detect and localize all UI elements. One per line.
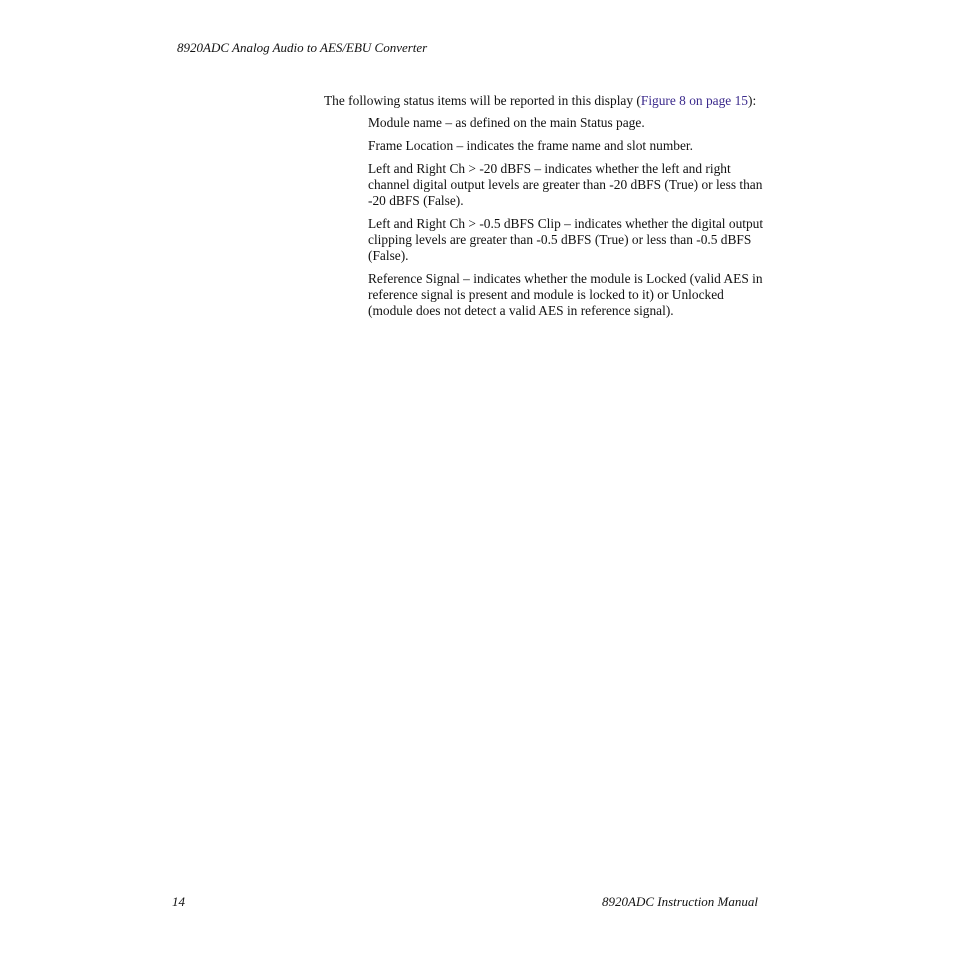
intro-text-end: ): bbox=[747, 93, 757, 108]
figure-reference-link[interactable]: Figure 8 on page 15 bbox=[640, 93, 748, 108]
running-header: 8920ADC Analog Audio to AES/EBU Converter bbox=[177, 40, 428, 55]
status-item-frame-location: Frame Location – indicates the frame name and slot number. bbox=[368, 138, 693, 153]
footer-manual-title: 8920ADC Instruction Manual bbox=[602, 894, 758, 909]
status-item-module-name: Module name – as defined on the main Status page. bbox=[368, 115, 645, 130]
page-number: 14 bbox=[172, 894, 185, 909]
status-item-clip-05dbfs: Left and Right Ch > -0.5 dBFS Clip – indicates whether the digital output clipping levels are greater than -0.5 dBFS (True) or less than -0.5 dBFS (False). bbox=[368, 216, 764, 263]
status-item-reference-signal: Reference Signal – indicates whether the module is Locked (valid AES in reference signal is present and module is locked to it) or Unlocked (module does not detect a valid AES in reference signal). bbox=[368, 271, 763, 318]
main-content bbox=[324, 93, 764, 326]
intro-paragraph bbox=[324, 93, 764, 109]
status-item-level-20dbfs: Left and Right Ch > -20 dBFS – indicates whether the left and right channel digital output levels are greater than -20 dBFS (True) or less than -20 dBFS (False). bbox=[368, 161, 763, 208]
intro-text: The following status items will be reported in this display ( bbox=[324, 93, 641, 108]
status-items-list bbox=[324, 115, 764, 319]
